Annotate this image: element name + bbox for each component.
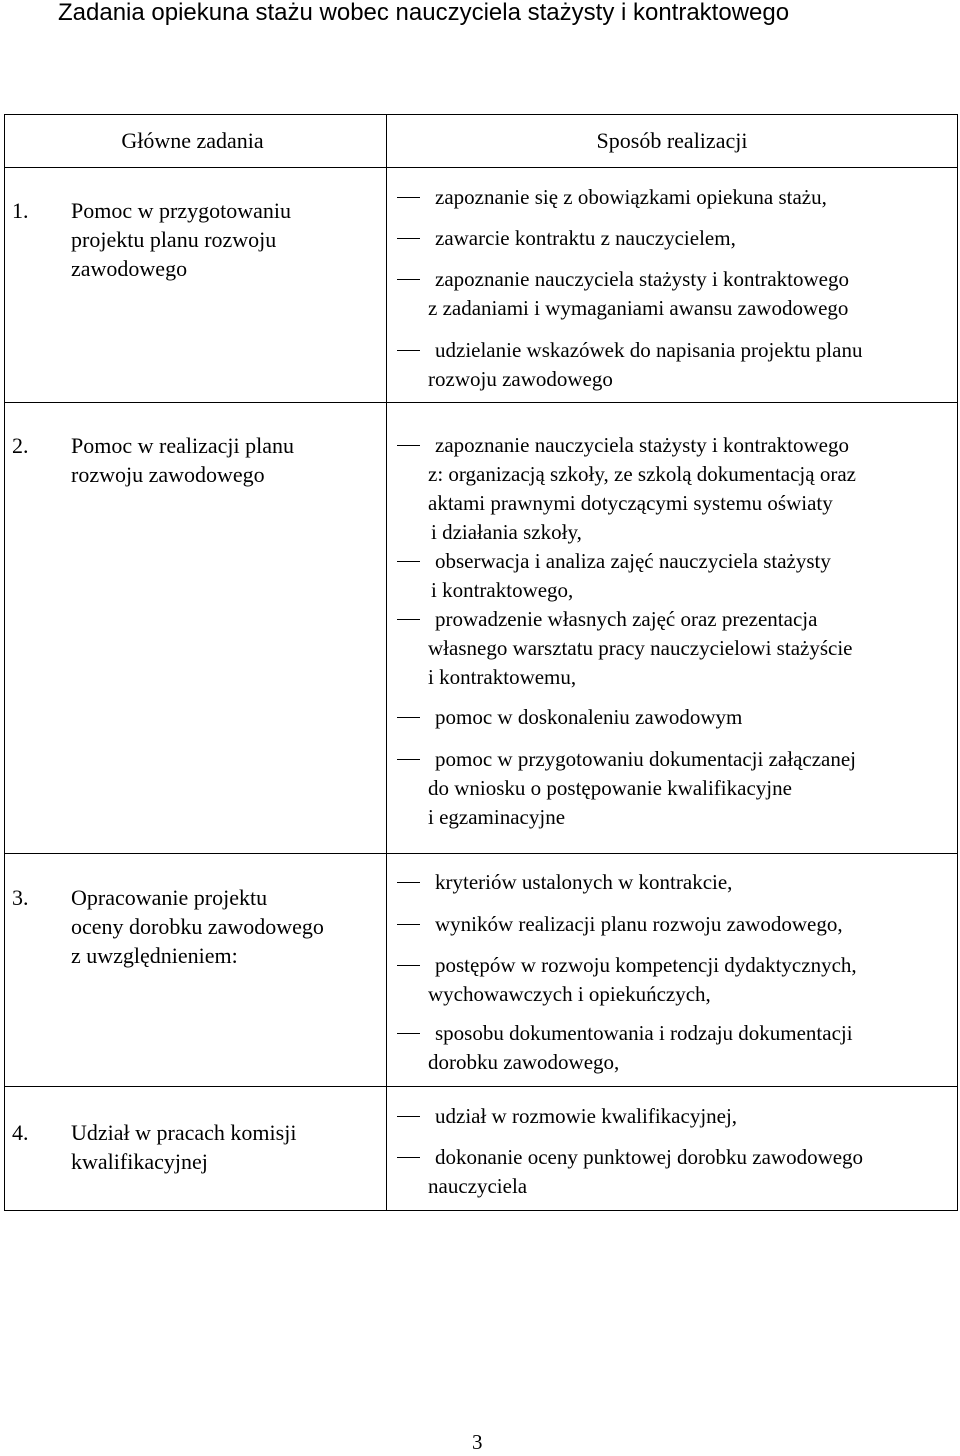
task-line: Pomoc w przygotowaniu <box>71 198 291 223</box>
table-header-row <box>5 115 958 168</box>
page-number: 3 <box>472 1430 483 1454</box>
task-number: 2. <box>12 433 29 458</box>
task-line: z uwzględnieniem: <box>71 943 238 968</box>
list-item-line: kryteriów ustalonych w kontrakcie, <box>435 870 733 894</box>
list-item-line: zapoznanie się z obowiązkami opiekuna stażu, <box>435 185 827 209</box>
dash-bullet-icon <box>397 924 420 925</box>
dash-bullet-icon <box>397 965 420 966</box>
list-item-line: i kontraktowemu, <box>428 665 577 689</box>
list-item-line: do wniosku o postępowanie kwalifikacyjne <box>428 776 792 800</box>
list-item-line: sposobu dokumentowania i rodzaju dokumentacji <box>435 1021 853 1045</box>
dash-bullet-icon <box>397 1033 420 1034</box>
list-item <box>387 745 947 832</box>
list-item-line: rozwoju zawodowego <box>428 367 613 391</box>
dash-bullet-icon <box>397 350 420 351</box>
list-item-line: dokonanie oceny punktowej dorobku zawodowego <box>435 1145 864 1169</box>
list-item-line: dorobku zawodowego, <box>428 1050 620 1074</box>
task-line: Udział w pracach komisji <box>71 1120 297 1145</box>
page-title: Zadania opiekuna stażu wobec nauczyciela stażysty i kontraktowego <box>58 0 790 26</box>
dash-bullet-icon <box>397 759 420 760</box>
dash-bullet-icon <box>397 1157 420 1158</box>
list-item <box>387 1102 947 1131</box>
method-cell <box>387 1087 958 1211</box>
dash-bullet-icon <box>397 197 420 198</box>
list-item-line: i egzaminacyjne <box>428 805 566 829</box>
list-item-line: prowadzenie własnych zajęć oraz prezentacja <box>435 607 818 631</box>
task-number: 4. <box>12 1120 29 1145</box>
task-cell <box>5 168 387 403</box>
table-row <box>5 403 958 854</box>
dash-bullet-icon <box>397 279 420 280</box>
list-item-line: aktami prawnymi dotyczącymi systemu oświaty <box>428 491 833 515</box>
list-item <box>387 868 947 897</box>
list-item-line: zawarcie kontraktu z nauczycielem, <box>435 226 736 250</box>
task-line: kwalifikacyjnej <box>71 1149 208 1174</box>
task-number: 1. <box>12 198 29 223</box>
list-item-line: wychowawczych i opiekuńczych, <box>428 982 711 1006</box>
dash-bullet-icon <box>397 717 420 718</box>
list-item-line: zapoznanie nauczyciela stażysty i kontraktowego <box>435 267 849 291</box>
list-item-line: i działania szkoły, <box>431 520 582 544</box>
tasks-table <box>4 114 958 1211</box>
list-item-line: zapoznanie nauczyciela stażysty i kontraktowego <box>435 433 849 457</box>
task-line: rozwoju zawodowego <box>71 462 265 487</box>
list-item <box>387 951 947 1009</box>
list-item-line: i kontraktowego, <box>431 578 574 602</box>
dash-bullet-icon <box>397 445 420 446</box>
task-line: Opracowanie projektu <box>71 885 268 910</box>
table-row <box>5 168 958 403</box>
task-line: Pomoc w realizacji planu <box>71 433 294 458</box>
method-cell <box>387 403 958 854</box>
list-item-line: udzielanie wskazówek do napisania projektu planu <box>435 338 863 362</box>
list-item-line: pomoc w doskonaleniu zawodowym <box>435 705 743 729</box>
list-item <box>387 703 947 732</box>
dash-bullet-icon <box>397 619 420 620</box>
task-cell <box>5 403 387 854</box>
header-method <box>387 115 958 168</box>
table-row <box>5 1087 958 1211</box>
method-cell <box>387 168 958 403</box>
list-item <box>387 1019 947 1077</box>
list-item-line: własnego warsztatu pracy nauczycielowi stażyście <box>428 636 853 660</box>
task-line: projektu planu rozwoju <box>71 227 277 252</box>
task-cell <box>5 1087 387 1211</box>
header-main-tasks <box>5 115 387 168</box>
list-item <box>387 1143 947 1201</box>
list-item <box>387 224 947 253</box>
list-item <box>387 431 947 547</box>
dash-bullet-icon <box>397 238 420 239</box>
task-line: oceny dorobku zawodowego <box>71 914 324 939</box>
list-item-line: nauczyciela <box>428 1174 528 1198</box>
dash-bullet-icon <box>397 561 420 562</box>
list-item-line: obserwacja i analiza zajęć nauczyciela stażysty <box>435 549 831 573</box>
list-item-line: pomoc w przygotowaniu dokumentacji załączanej <box>435 747 857 771</box>
task-line: zawodowego <box>71 256 188 281</box>
list-item <box>387 183 947 212</box>
method-cell <box>387 854 958 1087</box>
list-item-line: z: organizacją szkoły, ze szkolą dokumentacją oraz <box>428 462 856 486</box>
list-item <box>387 547 947 605</box>
header-main-tasks-label: Główne zadania <box>121 128 264 153</box>
list-item-line: udział w rozmowie kwalifikacyjnej, <box>435 1104 738 1128</box>
task-cell <box>5 854 387 1087</box>
list-item-line: z zadaniami i wymaganiami awansu zawodowego <box>428 296 849 320</box>
list-item <box>387 265 947 323</box>
list-item-line: postępów w rozwoju kompetencji dydaktycznych, <box>435 953 857 977</box>
dash-bullet-icon <box>397 1116 420 1117</box>
task-number: 3. <box>12 885 29 910</box>
list-item-line: wyników realizacji planu rozwoju zawodowego, <box>435 912 843 936</box>
list-item <box>387 336 947 394</box>
list-item <box>387 910 947 939</box>
dash-bullet-icon <box>397 882 420 883</box>
table-row <box>5 854 958 1087</box>
list-item <box>387 605 947 692</box>
header-method-label: Sposób realizacji <box>596 128 748 153</box>
